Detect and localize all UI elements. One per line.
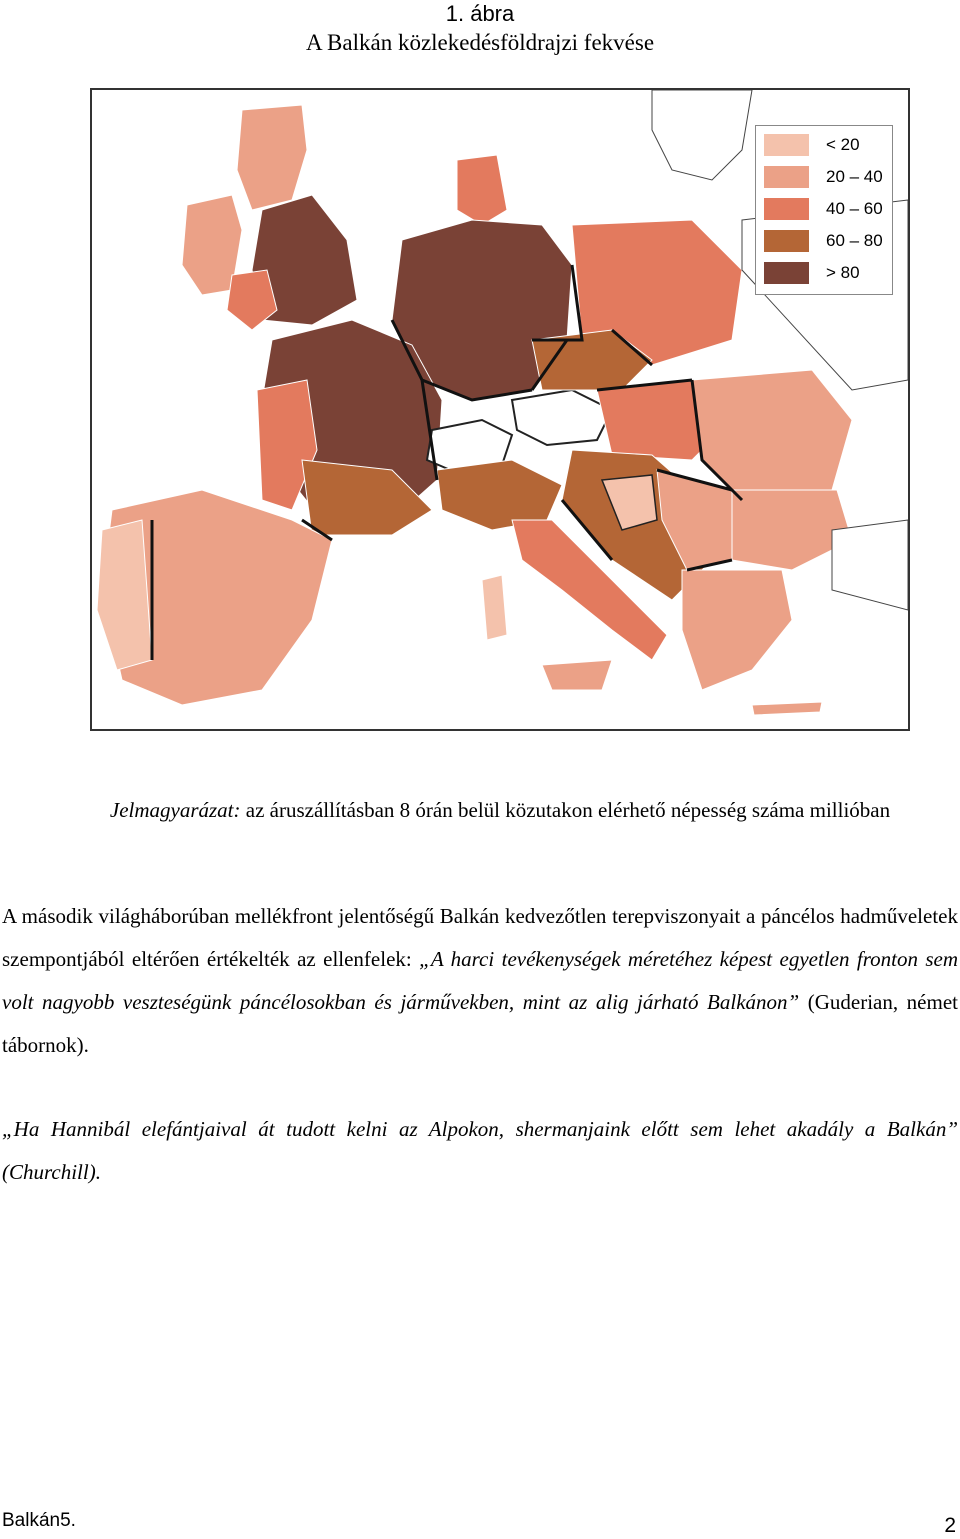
page-number: 2 xyxy=(944,1514,956,1537)
caption-text: az áruszállításban 8 órán belül közutakon elérhető népesség száma millióban xyxy=(240,798,891,822)
legend-swatch xyxy=(764,166,809,188)
figure-number: 1. ábra xyxy=(445,1,515,26)
footer-document-name: Balkán5. xyxy=(2,1510,76,1531)
map-caption xyxy=(40,796,960,825)
legend-item xyxy=(764,262,888,286)
legend-swatch xyxy=(764,198,809,220)
caption-lead: Jelmagyarázat: xyxy=(109,798,241,822)
legend-label: 40 – 60 xyxy=(826,199,883,218)
legend-item xyxy=(764,198,888,222)
portugal-region xyxy=(97,520,152,670)
paragraph-churchill xyxy=(2,1108,958,1194)
churchill-quote: „Ha Hannibál elefántjaival át tudott kelni az Alpokon, shermanjaink előtt sem lehet akadály a Balkán” (Churchill). xyxy=(2,1117,958,1184)
legend-label: < 20 xyxy=(826,135,860,154)
paragraph-text: A második világháborúban mellékfront jelentőségű Balkán kedvezőtlen terepviszonyait a páncélos hadműveletek szempontjából eltérően értékelték az ellenfelek: xyxy=(2,904,958,971)
austria-region xyxy=(512,390,612,445)
sicily-region xyxy=(542,660,612,690)
turkey-region xyxy=(832,520,908,610)
guderian-quote: „A harci tevékenységek méretéhez képest egyetlen fronton sem volt nagyobb veszteségünk páncélosokban és járművekben, mint az alig járható Balkánon” xyxy=(2,947,958,1014)
legend-item xyxy=(764,134,888,158)
map-legend xyxy=(755,125,893,295)
denmark-region xyxy=(457,155,507,225)
europe-accessibility-map xyxy=(90,88,910,731)
legend-label: > 80 xyxy=(826,263,860,282)
legend-swatch xyxy=(764,262,809,284)
crete-region xyxy=(752,702,822,715)
legend-label: 60 – 80 xyxy=(826,231,883,250)
legend-label: 20 – 40 xyxy=(826,167,883,186)
legend-swatch xyxy=(764,134,809,156)
sardinia-region xyxy=(482,575,507,640)
scotland-region xyxy=(237,105,307,210)
legend-item xyxy=(764,166,888,190)
romania-region xyxy=(692,370,852,500)
legend-swatch xyxy=(764,230,809,252)
legend-item xyxy=(764,230,888,254)
paragraph-guderian xyxy=(2,895,958,1067)
greece-region xyxy=(682,570,792,690)
figure-title: A Balkán közlekedésföldrajzi fekvése xyxy=(305,30,655,55)
scandinavia-region xyxy=(652,90,752,180)
quote-attribution: (Guderian, német tábornok). xyxy=(2,990,958,1057)
